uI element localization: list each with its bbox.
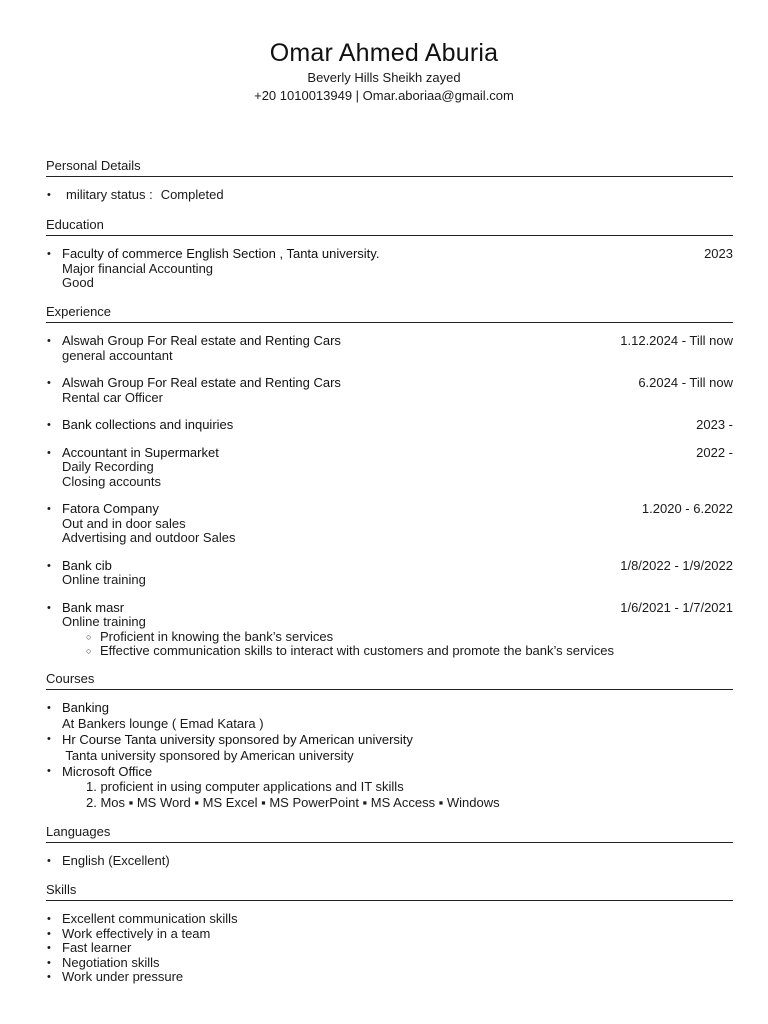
numbered-item: 1. proficient in using computer applications and IT skills bbox=[86, 778, 404, 794]
entry-detail: Rental car Officer bbox=[62, 389, 163, 405]
course-entry bbox=[46, 701, 733, 732]
section-courses bbox=[46, 671, 733, 812]
skill-item: • Excellent communication skills bbox=[46, 912, 733, 927]
section-languages bbox=[46, 824, 733, 869]
section-title: Languages bbox=[46, 824, 733, 843]
experience-entry bbox=[46, 334, 733, 363]
sub-bullet-item: ○ Effective communication skills to interact with customers and promote the bank’s services bbox=[100, 644, 733, 659]
experience-entry bbox=[46, 418, 733, 433]
military-status-value: Completed bbox=[160, 187, 224, 202]
entry-date: 1/8/2022 - 1/9/2022 bbox=[620, 557, 733, 573]
section-title: Personal Details bbox=[46, 158, 733, 177]
course-entry bbox=[46, 732, 733, 764]
entry-date: 2023 bbox=[704, 246, 733, 261]
entry-title: • Bank masr bbox=[62, 599, 125, 615]
entry-title: • Bank collections and inquiries bbox=[62, 417, 234, 432]
entry-title: • Alswah Group For Real estate and Renting Cars bbox=[62, 375, 341, 390]
section-title: Skills bbox=[46, 882, 733, 901]
entry-detail: Online training bbox=[62, 614, 146, 629]
entry-detail: Good bbox=[62, 275, 94, 290]
skill-item: • Negotiation skills bbox=[46, 956, 733, 971]
numbered-item: 2. Mos ▪ MS Word ▪ MS Excel ▪ MS PowerPoint ▪ MS Access ▪ Windows bbox=[86, 795, 500, 810]
numbered-list bbox=[62, 779, 733, 812]
section-experience bbox=[46, 304, 733, 659]
resume-header bbox=[0, 38, 768, 105]
entry-detail: Major financial Accounting bbox=[62, 260, 214, 276]
experience-entry bbox=[46, 559, 733, 588]
experience-entry bbox=[46, 502, 733, 546]
section-skills bbox=[46, 882, 733, 985]
education-entry bbox=[46, 247, 733, 291]
military-status-item bbox=[46, 188, 733, 203]
entry-detail: Daily Recording bbox=[62, 459, 154, 474]
entry-title: • Faculty of commerce English Section , Tanta university. bbox=[62, 246, 380, 261]
experience-entry bbox=[46, 446, 733, 490]
section-education bbox=[46, 217, 733, 291]
experience-entry bbox=[46, 376, 733, 405]
entry-date: 1.2020 - 6.2022 bbox=[641, 501, 733, 516]
contact-line: +20 1010013949 | Omar.aboriaa@gmail.com bbox=[254, 88, 514, 103]
section-title: Education bbox=[46, 217, 733, 236]
section-title: Experience bbox=[46, 304, 733, 323]
entry-date: 1/6/2021 - 1/7/2021 bbox=[620, 599, 733, 615]
sub-bullet-item: ○ Proficient in knowing the bank’s services bbox=[100, 630, 733, 645]
entry-date: 2022 - bbox=[696, 444, 733, 460]
entry-title: • Bank cib bbox=[62, 557, 112, 573]
entry-title: • Fatora Company bbox=[62, 501, 159, 516]
skill-item: • Fast learner bbox=[46, 941, 733, 956]
entry-title: • Accountant in Supermarket bbox=[62, 444, 219, 460]
entry-date: 2023 - bbox=[696, 417, 733, 432]
entry-title: • Hr Course Tanta university sponsored by American university bbox=[62, 731, 413, 747]
course-entry bbox=[46, 764, 733, 812]
entry-detail: At Bankers lounge ( Emad Katara ) bbox=[62, 715, 264, 731]
entry-date: 1.12.2024 - Till now bbox=[620, 333, 733, 348]
section-personal-details bbox=[46, 158, 733, 203]
entry-sub-bullets bbox=[62, 630, 733, 659]
entry-title: • Banking bbox=[62, 700, 109, 715]
candidate-name: Omar Ahmed Aburia bbox=[269, 39, 499, 67]
language-item: • English (Excellent) bbox=[46, 854, 733, 869]
entry-detail: Tanta university sponsored by American university bbox=[62, 747, 354, 763]
military-status-label: • military status : bbox=[66, 187, 153, 202]
address: Beverly Hills Sheikh zayed bbox=[307, 70, 461, 85]
skill-item: • Work under pressure bbox=[46, 970, 733, 985]
entry-title: • Microsoft Office bbox=[62, 763, 153, 779]
entry-date: 6.2024 - Till now bbox=[638, 375, 733, 390]
entry-detail: Online training bbox=[62, 572, 146, 587]
entry-title: • Alswah Group For Real estate and Renting Cars bbox=[62, 333, 341, 348]
skill-item: • Work effectively in a team bbox=[46, 927, 733, 942]
entry-detail: Advertising and outdoor Sales bbox=[62, 530, 236, 545]
entry-detail: Out and in door sales bbox=[62, 515, 186, 531]
entry-detail: general accountant bbox=[62, 347, 173, 363]
entry-detail: Closing accounts bbox=[62, 473, 161, 489]
section-title: Courses bbox=[46, 671, 733, 690]
experience-entry bbox=[46, 601, 733, 659]
